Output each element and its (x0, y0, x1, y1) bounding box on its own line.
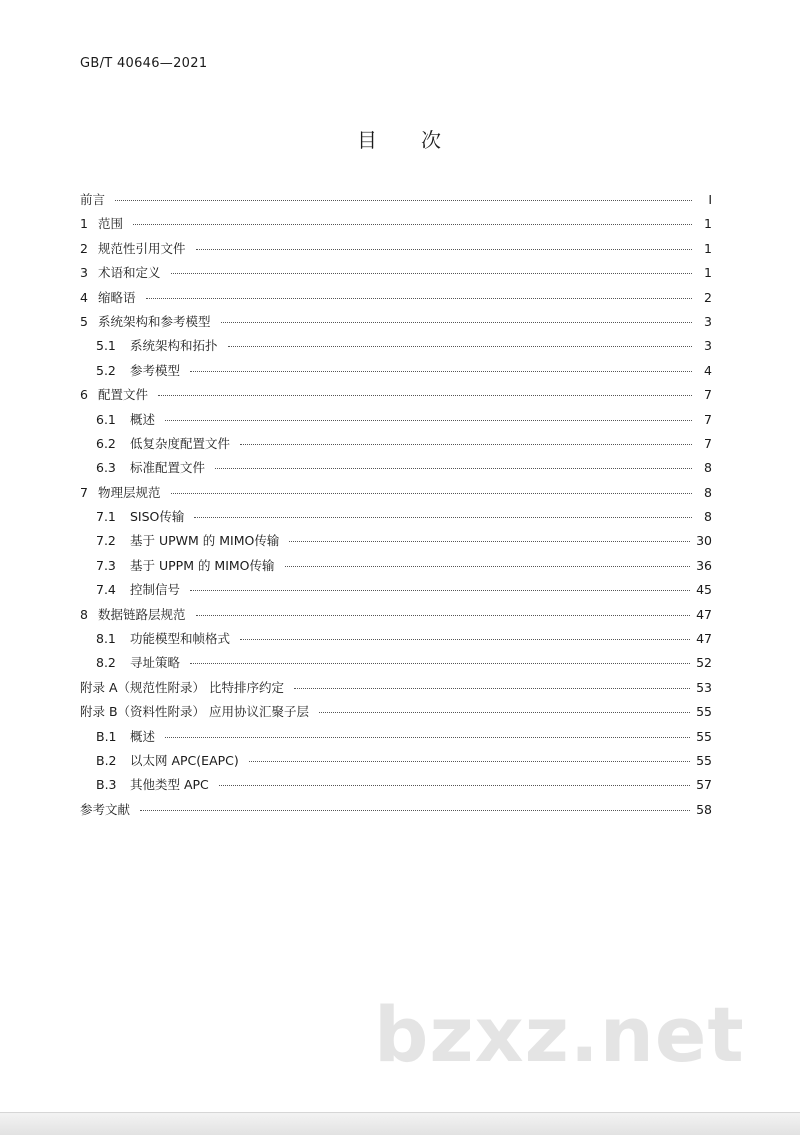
toc-leader-dots (319, 712, 690, 713)
toc-entry[interactable] (80, 361, 712, 385)
toc-entry[interactable] (80, 263, 712, 287)
toc-entry-page: 3 (704, 313, 712, 329)
toc-leader-dots (240, 444, 692, 445)
toc-entry-label: 寻址策略 (130, 655, 181, 671)
toc-entry[interactable] (80, 336, 712, 360)
table-of-contents (80, 190, 712, 824)
toc-entry[interactable] (80, 751, 712, 775)
toc-entry-label: 范围 (98, 216, 124, 232)
toc-entry-number: 6.2 (96, 435, 116, 451)
toc-entry-page: 7 (704, 387, 712, 403)
toc-entry-number: 5 (80, 313, 88, 329)
toc-entry-page: 1 (704, 240, 712, 256)
toc-entry-number: 7.4 (96, 582, 116, 598)
toc-entry-number: 1 (80, 216, 88, 232)
toc-leader-dots (215, 468, 692, 469)
toc-entry-label: 物理层规范 (98, 484, 161, 500)
toc-entry-number: 5.2 (96, 362, 116, 378)
toc-entry[interactable] (80, 702, 712, 726)
toc-entry-number: 4 (80, 289, 88, 305)
toc-leader-dots (171, 493, 692, 494)
toc-leader-dots (140, 810, 690, 811)
toc-entry-page: 45 (696, 582, 712, 598)
toc-entry-label: 基于 UPWM 的 MIMO传输 (130, 533, 280, 549)
toc-leader-dots (165, 420, 692, 421)
toc-entry-label: 概述 (130, 728, 156, 744)
toc-entry-label: 控制信号 (130, 582, 181, 598)
toc-entry[interactable] (80, 800, 712, 824)
toc-entry-page: 4 (704, 362, 712, 378)
watermark: bzxz.net (374, 990, 745, 1079)
toc-title-char-1: 目 (357, 128, 379, 152)
toc-entry-page: 2 (704, 289, 712, 305)
toc-entry-page: 52 (696, 655, 712, 671)
toc-entry-page: 8 (704, 460, 712, 476)
toc-entry-page: 36 (696, 557, 712, 573)
toc-entry-label: 术语和定义 (98, 265, 161, 281)
toc-entry[interactable] (80, 434, 712, 458)
toc-entry-number: 7.2 (96, 533, 116, 549)
toc-entry-number: 8.2 (96, 655, 116, 671)
toc-entry[interactable] (80, 727, 712, 751)
toc-entry-page: 53 (696, 679, 712, 695)
toc-leader-dots (228, 346, 692, 347)
toc-entry-label: 缩略语 (98, 289, 136, 305)
toc-entry-label: 基于 UPPM 的 MIMO传输 (130, 557, 275, 573)
toc-entry[interactable] (80, 483, 712, 507)
toc-entry-number: 6.3 (96, 460, 116, 476)
toc-entry[interactable] (80, 775, 712, 799)
toc-entry-label: 数据链路层规范 (98, 606, 186, 622)
toc-entry-number: 7.1 (96, 509, 116, 525)
toc-leader-dots (165, 737, 690, 738)
toc-entry-page: 8 (704, 509, 712, 525)
toc-entry[interactable] (80, 653, 712, 677)
toc-leader-dots (249, 761, 690, 762)
toc-entry-label: 附录 B（资料性附录） 应用协议汇聚子层 (80, 704, 310, 720)
toc-entry[interactable] (80, 385, 712, 409)
toc-entry-number: B.1 (96, 728, 117, 744)
toc-entry-label: 参考模型 (130, 362, 181, 378)
toc-entry[interactable] (80, 312, 712, 336)
toc-entry[interactable] (80, 288, 712, 312)
toc-leader-dots (194, 517, 692, 518)
toc-entry-page: 30 (696, 533, 712, 549)
toc-entry-label: 低复杂度配置文件 (130, 435, 231, 451)
toc-entry-number: 8 (80, 606, 88, 622)
toc-entry-page: 55 (696, 704, 712, 720)
toc-entry-page: 57 (696, 777, 712, 793)
toc-entry-number: 5.1 (96, 338, 116, 354)
toc-entry-label: 规范性引用文件 (98, 240, 186, 256)
standard-number: GB/T 40646—2021 (80, 56, 208, 71)
toc-entry-number: 2 (80, 240, 88, 256)
toc-entry-page: 47 (696, 606, 712, 622)
toc-title-char-2: 次 (421, 128, 443, 152)
toc-entry[interactable] (80, 190, 712, 214)
toc-leader-dots (190, 371, 692, 372)
toc-entry[interactable] (80, 556, 712, 580)
page-bottom-edge (0, 1112, 800, 1135)
toc-entry[interactable] (80, 678, 712, 702)
toc-entry[interactable] (80, 507, 712, 531)
toc-leader-dots (285, 566, 691, 567)
toc-entry-number: B.2 (96, 752, 117, 768)
toc-entry-number: 6.1 (96, 411, 116, 427)
toc-entry[interactable] (80, 580, 712, 604)
toc-entry-page: 55 (696, 728, 712, 744)
toc-entry[interactable] (80, 458, 712, 482)
toc-leader-dots (196, 615, 691, 616)
toc-leader-dots (133, 224, 692, 225)
toc-entry-page: 47 (696, 631, 712, 647)
toc-entry[interactable] (80, 629, 712, 653)
toc-title (0, 124, 800, 153)
toc-leader-dots (171, 273, 692, 274)
toc-entry-number: 8.1 (96, 631, 116, 647)
toc-leader-dots (221, 322, 692, 323)
toc-leader-dots (196, 249, 692, 250)
toc-entry-label: 系统架构和拓扑 (130, 338, 218, 354)
toc-entry[interactable] (80, 531, 712, 555)
toc-entry-label: 标准配置文件 (130, 460, 206, 476)
toc-leader-dots (190, 663, 690, 664)
toc-entry-label: 系统架构和参考模型 (98, 313, 211, 329)
toc-entry-page: 8 (704, 484, 712, 500)
toc-leader-dots (146, 298, 692, 299)
toc-entry-label: 附录 A（规范性附录） 比特排序约定 (80, 679, 284, 695)
toc-entry-page: 1 (704, 216, 712, 232)
toc-entry-number: 3 (80, 265, 88, 281)
toc-entry-label: 前言 (80, 192, 106, 207)
toc-entry[interactable] (80, 410, 712, 434)
toc-entry-number: 6 (80, 387, 88, 403)
toc-leader-dots (240, 639, 690, 640)
toc-entry-page: 7 (704, 435, 712, 451)
toc-entry-label: 其他类型 APC (130, 777, 209, 793)
toc-leader-dots (115, 200, 692, 201)
toc-entry-page: 55 (696, 752, 712, 768)
toc-leader-dots (190, 590, 690, 591)
toc-entry-label: 配置文件 (98, 387, 149, 403)
toc-entry[interactable] (80, 239, 712, 263)
toc-leader-dots (219, 785, 690, 786)
toc-entry-page: 1 (704, 265, 712, 281)
toc-entry[interactable] (80, 214, 712, 238)
toc-entry-label: SISO传输 (130, 509, 185, 525)
toc-leader-dots (289, 541, 690, 542)
toc-entry[interactable] (80, 605, 712, 629)
toc-entry-number: 7.3 (96, 557, 116, 573)
toc-entry-label: 概述 (130, 411, 156, 427)
toc-entry-page: I (708, 192, 712, 207)
toc-leader-dots (158, 395, 692, 396)
toc-entry-label: 功能模型和帧格式 (130, 631, 231, 647)
toc-entry-number: B.3 (96, 777, 117, 793)
toc-leader-dots (294, 688, 690, 689)
toc-entry-page: 7 (704, 411, 712, 427)
toc-entry-page: 58 (696, 801, 712, 817)
toc-entry-page: 3 (704, 338, 712, 354)
toc-entry-label: 参考文献 (80, 801, 131, 817)
toc-entry-number: 7 (80, 484, 88, 500)
toc-entry-label: 以太网 APC(EAPC) (130, 752, 239, 768)
